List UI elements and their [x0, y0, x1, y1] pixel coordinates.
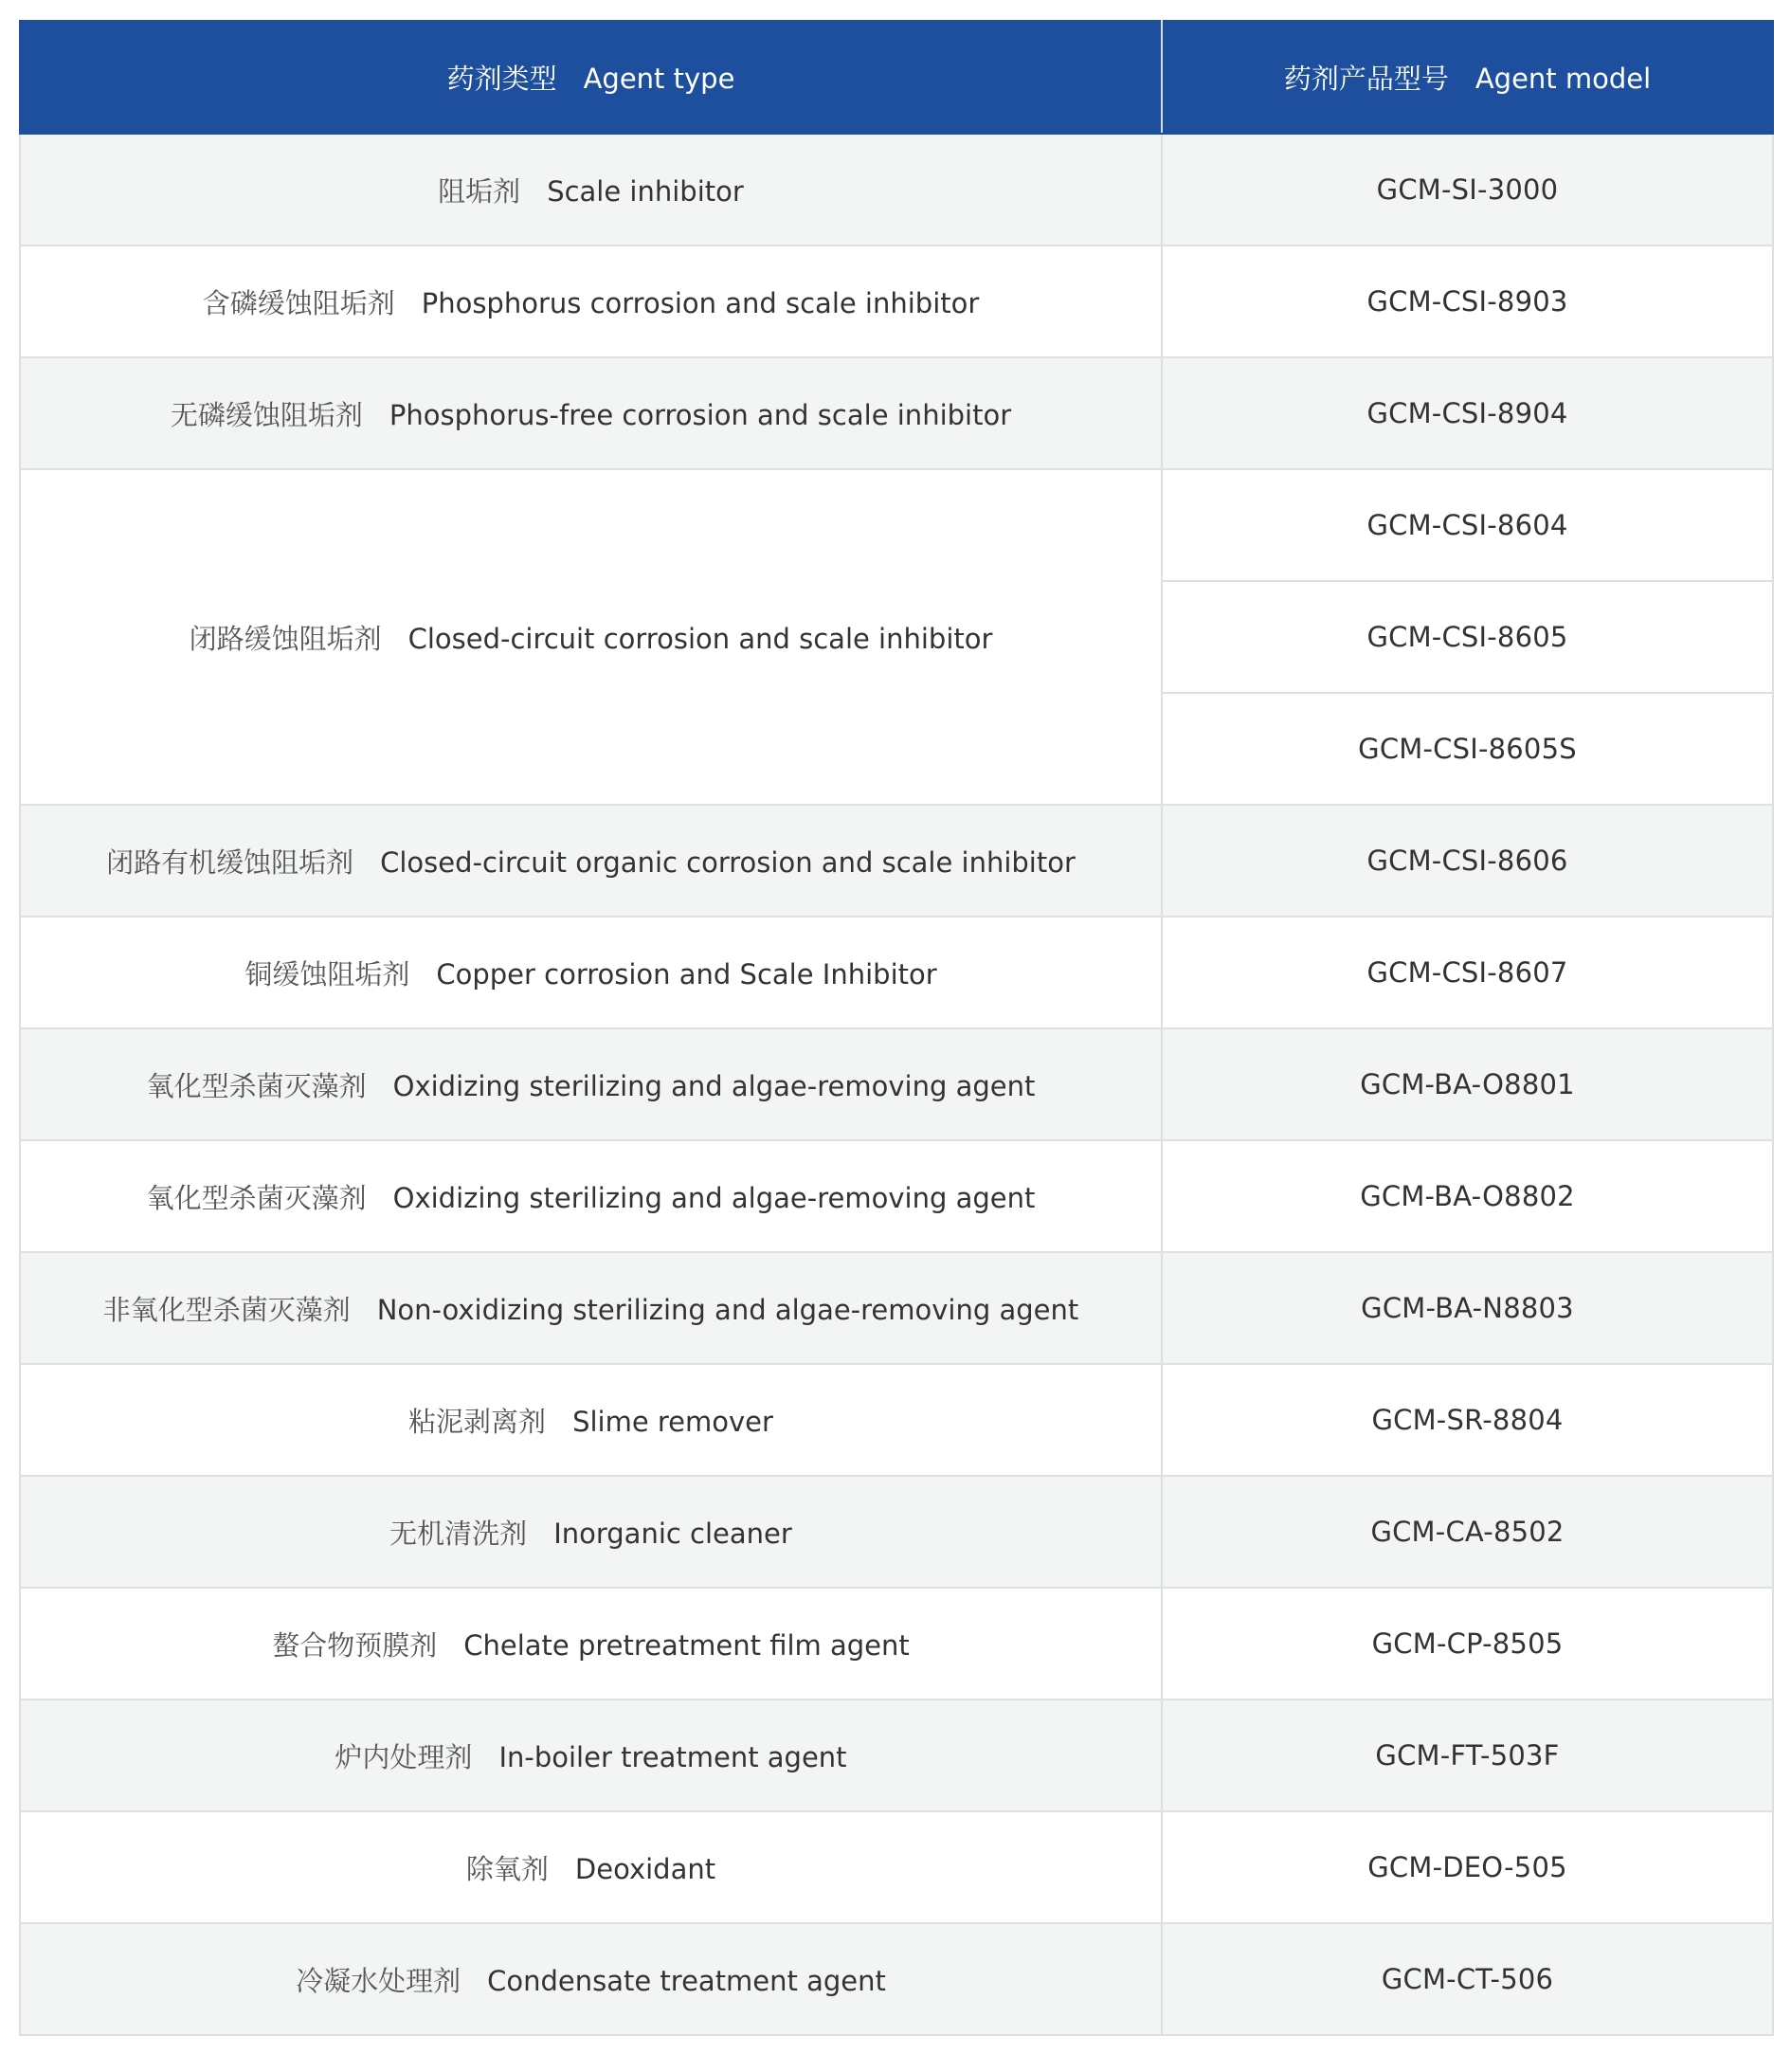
agent-model: GCM-CSI-8604 [1366, 509, 1568, 541]
agent-model-cell [1162, 1252, 1773, 1364]
table-row [20, 1699, 1773, 1811]
agent-type-en: Closed-circuit organic corrosion and scale inhibitor [380, 845, 1076, 879]
agent-model: GCM-DEO-505 [1367, 1851, 1567, 1883]
agent-type-cell [20, 245, 1162, 357]
agent-type-cell [20, 917, 1162, 1028]
agent-model-cell [1162, 1476, 1773, 1588]
agent-type-cell [20, 1252, 1162, 1364]
agent-product-table [19, 20, 1774, 2036]
agent-model: GCM-CSI-8904 [1366, 397, 1568, 429]
header-agent-model-en: Agent model [1474, 63, 1652, 95]
agent-model-cell [1162, 1588, 1773, 1699]
agent-model: GCM-CP-8505 [1371, 1627, 1564, 1660]
agent-type-cell [20, 1028, 1162, 1140]
agent-type-zh: 含磷缓蚀阻垢剂 [202, 286, 395, 319]
table-row [20, 1028, 1773, 1140]
table-row [20, 1364, 1773, 1476]
agent-type-cell [20, 134, 1162, 245]
agent-type-en: Chelate pretreatment film agent [463, 1628, 910, 1662]
agent-model: GCM-CT-506 [1381, 1963, 1554, 1995]
agent-type-cell [20, 1588, 1162, 1699]
agent-model: GCM-CA-8502 [1370, 1516, 1565, 1548]
agent-type-en: Deoxidant [574, 1852, 716, 1885]
table-row [20, 1811, 1773, 1923]
agent-model: GCM-SR-8804 [1371, 1404, 1564, 1436]
agent-type-zh: 闭路缓蚀阻垢剂 [189, 622, 382, 655]
table-body [20, 134, 1773, 2035]
agent-type-zh: 氧化型杀菌灭藻剂 [146, 1069, 367, 1102]
agent-type-cell [20, 357, 1162, 469]
agent-type-en: Copper corrosion and Scale Inhibitor [436, 957, 937, 991]
agent-type-cell [20, 1699, 1162, 1811]
table-row [20, 1476, 1773, 1588]
agent-type-zh: 氧化型杀菌灭藻剂 [146, 1181, 367, 1214]
agent-model-cell [1162, 581, 1773, 693]
agent-model-cell [1162, 1028, 1773, 1140]
agent-model: GCM-CSI-8605S [1358, 733, 1577, 765]
header-agent-type-en: Agent type [583, 63, 735, 95]
agent-type-zh: 闭路有机缓蚀阻垢剂 [106, 845, 354, 879]
agent-type-en: Phosphorus-free corrosion and scale inhibitor [389, 398, 1012, 431]
agent-type-zh: 冷凝水处理剂 [296, 1964, 461, 1997]
table-row [20, 1252, 1773, 1364]
agent-type-cell [20, 1923, 1162, 2035]
table-row [20, 1588, 1773, 1699]
agent-model-cell [1162, 1923, 1773, 2035]
agent-type-en: Slime remover [572, 1405, 773, 1438]
table-row [20, 1140, 1773, 1252]
agent-model-cell [1162, 917, 1773, 1028]
agent-model-cell [1162, 469, 1773, 581]
agent-model-cell [1162, 693, 1773, 805]
header-agent-type [20, 21, 1162, 134]
agent-type-cell [20, 1364, 1162, 1476]
agent-model: GCM-BA-N8803 [1361, 1292, 1574, 1324]
agent-type-zh: 无机清洗剂 [389, 1517, 528, 1550]
table-row [20, 245, 1773, 357]
agent-model-cell [1162, 805, 1773, 917]
agent-model: GCM-CSI-8607 [1366, 956, 1568, 989]
agent-type-en: In-boiler treatment agent [498, 1740, 847, 1773]
table-row [20, 917, 1773, 1028]
agent-type-en: Scale inhibitor [547, 174, 744, 208]
agent-model: GCM-BA-O8801 [1360, 1068, 1575, 1100]
agent-type-zh: 除氧剂 [465, 1852, 549, 1885]
agent-type-en: Inorganic cleaner [553, 1517, 792, 1550]
agent-type-zh: 铜缓蚀阻垢剂 [244, 957, 410, 991]
agent-type-en: Non-oxidizing sterilizing and algae-removing agent [376, 1293, 1079, 1326]
header-row [20, 21, 1773, 134]
table-row [20, 134, 1773, 245]
agent-type-zh: 非氧化型杀菌灭藻剂 [102, 1293, 351, 1326]
agent-model: GCM-CSI-8605 [1366, 621, 1568, 653]
agent-type-en: Closed-circuit corrosion and scale inhibitor [407, 622, 993, 655]
agent-type-cell [20, 1140, 1162, 1252]
header-agent-type-zh: 药剂类型 [446, 63, 557, 95]
agent-model-cell [1162, 357, 1773, 469]
agent-model-cell [1162, 1364, 1773, 1476]
agent-type-cell [20, 1476, 1162, 1588]
agent-type-zh: 粘泥剥离剂 [408, 1405, 547, 1438]
table-row [20, 469, 1773, 581]
agent-type-en: Oxidizing sterilizing and algae-removing agent [392, 1069, 1036, 1102]
table-row [20, 357, 1773, 469]
agent-model-cell [1162, 1140, 1773, 1252]
header-agent-model [1162, 21, 1773, 134]
agent-type-en: Condensate treatment agent [487, 1964, 886, 1997]
table-header [20, 21, 1773, 134]
header-agent-model-zh: 药剂产品型号 [1283, 63, 1449, 95]
table-row [20, 1923, 1773, 2035]
table-row [20, 805, 1773, 917]
agent-type-en: Phosphorus corrosion and scale inhibitor [421, 286, 980, 319]
agent-type-cell [20, 805, 1162, 917]
agent-type-zh: 阻垢剂 [438, 174, 521, 208]
agent-type-zh: 无磷缓蚀阻垢剂 [170, 398, 363, 431]
agent-model-cell [1162, 134, 1773, 245]
agent-type-zh: 螯合物预膜剂 [272, 1628, 438, 1662]
agent-type-en: Oxidizing sterilizing and algae-removing agent [392, 1181, 1036, 1214]
agent-type-zh: 炉内处理剂 [335, 1740, 473, 1773]
agent-model: GCM-BA-O8802 [1360, 1180, 1575, 1212]
agent-model-cell [1162, 1811, 1773, 1923]
agent-type-cell [20, 469, 1162, 805]
agent-type-cell [20, 1811, 1162, 1923]
agent-model: GCM-FT-503F [1375, 1739, 1560, 1772]
agent-model-cell [1162, 1699, 1773, 1811]
agent-model-cell [1162, 245, 1773, 357]
agent-model: GCM-CSI-8606 [1366, 845, 1568, 877]
agent-model: GCM-CSI-8903 [1366, 285, 1568, 318]
agent-model: GCM-SI-3000 [1376, 173, 1559, 206]
